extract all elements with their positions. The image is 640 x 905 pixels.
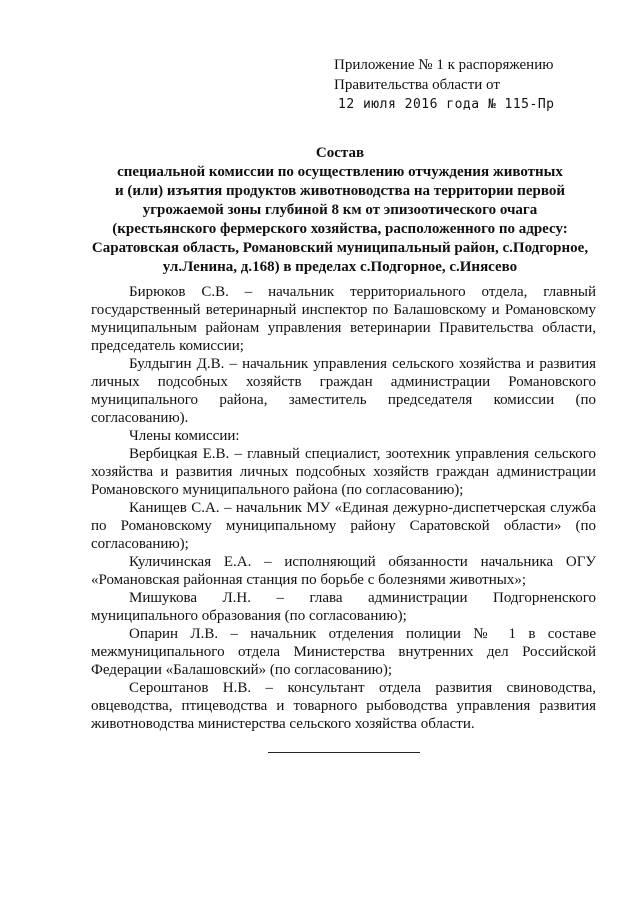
member-paragraph: Булдыгин Д.В. – начальник управления сельского хозяйства и развития личных подсобных хозяйств граждан администрации Романовского муниципального района, заместитель председателя комиссии (по согласованию).: [91, 356, 596, 426]
members-heading: Члены комиссии:: [129, 428, 240, 444]
title-line: специальной комиссии по осуществлению отчуждения животных: [117, 164, 563, 180]
member-paragraph: Мишукова Л.Н. – глава администрации Подгорненского муниципального образования (по согласованию);: [91, 590, 596, 624]
appendix-line: Правительства области от: [334, 77, 500, 93]
title-line: ул.Ленина, д.168) в пределах с.Подгорное, с.Инясево: [162, 259, 518, 275]
member-paragraph: Канищев С.А. – начальник МУ «Единая дежурно-диспетчерская служба по Романовскому муниципальному району Саратовской области» (по согласованию);: [91, 500, 596, 552]
title-line: и (или) изъятия продуктов животноводства на территории первой: [115, 183, 565, 199]
title-line: (крестьянского фермерского хозяйства, расположенного по адресу:: [112, 221, 568, 237]
member-paragraph: Опарин Л.В. – начальник отделения полиции № 1 в составе межмуниципального отдела Министерства внутренних дел Российской Федерации «Балашовский» (по согласованию);: [91, 626, 596, 678]
appendix-date: 12 июля 2016 года № 115-Пр: [338, 97, 555, 112]
member-paragraph: Сероштанов Н.В. – консультант отдела развития свиноводства, овцеводства, птицеводства и товарного рыбоводства управления развития животноводства министерства сельского хозяйства области.: [91, 680, 596, 732]
document-title: [80, 144, 600, 277]
closing-divider: [268, 752, 420, 753]
title-line: угрожаемой зоны глубиной 8 км от эпизоотического очага: [142, 202, 538, 218]
member-paragraph: Куличинская Е.А. – исполняющий обязанности начальника ОГУ «Романовская районная станция по борьбе с болезнями животных»;: [91, 554, 596, 588]
title-line: Саратовская область, Романовский муниципальный район, с.Подгорное,: [91, 240, 589, 256]
title-heading: Состав: [315, 145, 365, 161]
commission-list: [91, 283, 596, 733]
appendix-header: [334, 55, 614, 115]
member-paragraph: Бирюков С.В. – начальник территориального отдела, главный государственный ветеринарный инспектор по Балашовскому и Романовскому муниципальным районам управления ветеринарии Правительства области, председатель комиссии;: [91, 284, 596, 354]
member-paragraph: Вербицкая Е.В. – главный специалист, зоотехник управления сельского хозяйства и развития личных подсобных хозяйств граждан администрации Романовского муниципального района (по согласованию);: [91, 446, 596, 498]
appendix-line: Приложение № 1 к распоряжению: [334, 57, 554, 73]
